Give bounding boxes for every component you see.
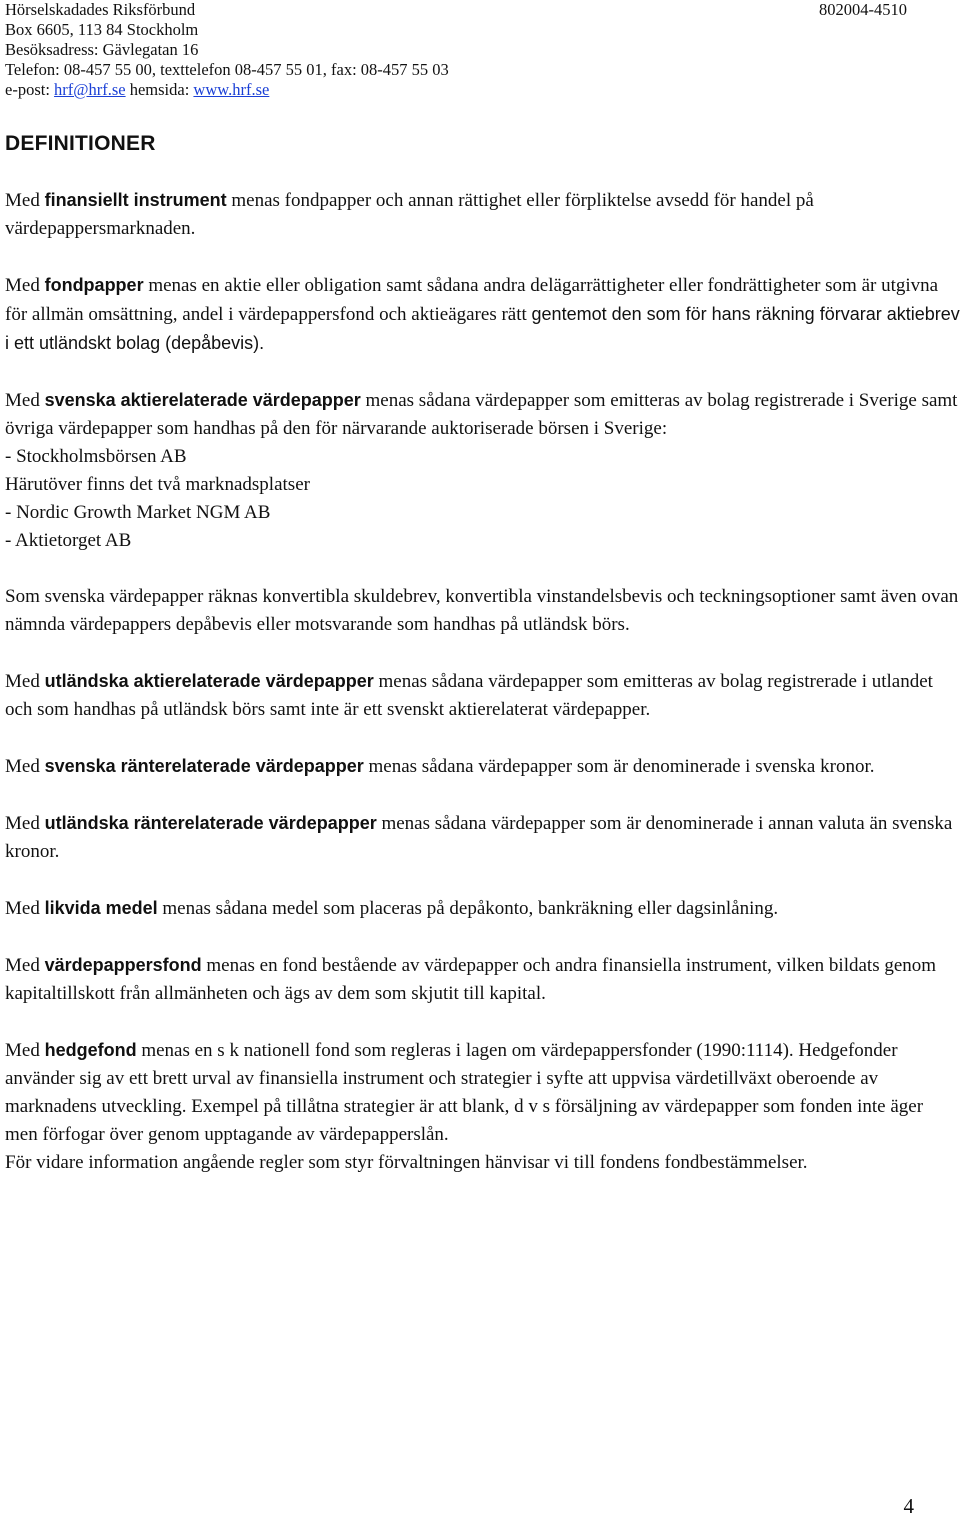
definition-lead: Med bbox=[5, 275, 40, 296]
definition-text: menas sådana värdepapper som emitteras av bolag registrerade i utlandet och som handhas på utländsk börs samt inte är ett svenskt aktierelaterat värdepapper. bbox=[5, 671, 933, 720]
definition-lead: Med bbox=[5, 190, 40, 211]
definition-term: svenska aktierelaterade värdepapper bbox=[44, 390, 361, 410]
list-item: - Nordic Growth Market NGM AB bbox=[5, 502, 271, 523]
definition-text-continued: gentemot den som för hans räkning förvarar aktiebrev i ett utländskt bolag (depåbevis). bbox=[5, 304, 960, 353]
definition-term: svenska ränterelaterade värdepapper bbox=[44, 756, 364, 776]
definition-lead: Med bbox=[5, 1040, 40, 1061]
definition-lead: Med bbox=[5, 898, 40, 919]
list-item: - Aktietorget AB bbox=[5, 530, 132, 551]
definition-term: värdepappersfond bbox=[44, 955, 202, 975]
page-number: 4 bbox=[903, 1494, 914, 1518]
visit-address: Besöksadress: Gävlegatan 16 bbox=[5, 40, 199, 59]
definition-utlandska-ranterelaterade bbox=[5, 809, 960, 866]
definition-lead: Med bbox=[5, 671, 40, 692]
definition-text: menas sådana värdepapper som är denominerade i annan valuta än svenska kronor. bbox=[5, 813, 953, 862]
page-title: DEFINITIONER bbox=[5, 132, 156, 155]
definition-lead: Med bbox=[5, 813, 40, 834]
definition-hedgefond bbox=[5, 1036, 960, 1177]
definition-note: Härutöver finns det två marknadsplatser bbox=[5, 474, 310, 495]
org-name: Hörselskadades Riksförbund bbox=[5, 0, 196, 19]
email-label: e-post: bbox=[5, 80, 50, 99]
phone-line: Telefon: 08-457 55 00, texttelefon 08-457 55 01, fax: 08-457 55 03 bbox=[5, 60, 449, 79]
definition-text: menas sådana värdepapper som är denominerade i svenska kronor. bbox=[368, 756, 875, 777]
definition-fondpapper bbox=[5, 271, 960, 358]
definition-term: likvida medel bbox=[44, 898, 158, 918]
definition-text: menas sådana värdepapper som emitteras av bolag registrerade i Sverige samt övriga värdepapper som handhas på den för närvarande auktoriserade börsen i Sverige: bbox=[5, 390, 958, 439]
definition-lead: Med bbox=[5, 756, 40, 777]
email-link[interactable]: hrf@hrf.se bbox=[54, 80, 126, 99]
web-link[interactable]: www.hrf.se bbox=[193, 80, 270, 99]
definition-finansiellt-instrument bbox=[5, 186, 960, 243]
list-item: - Stockholmsbörsen AB bbox=[5, 446, 187, 467]
definition-likvida-medel bbox=[5, 894, 960, 923]
definition-lead: Med bbox=[5, 390, 40, 411]
definition-term: fondpapper bbox=[44, 275, 144, 295]
definition-svenska-ranterelaterade bbox=[5, 752, 960, 781]
definition-text: menas en s k nationell fond som regleras i lagen om värdepappersfonder (1990:1114). Hedgefonder använder sig av ett brett urval av finansiella instrument och strategier i syfte att uppvisa värdetillväxt oberoende av marknadens utveckling. Exempel på tillåtna strategier är att blank, d v s försäljning av värdepapper som fonden inte äger men förfogar över genom upptagande av värdepapperslån. bbox=[5, 1040, 924, 1145]
definition-term: utländska ränterelaterade värdepapper bbox=[44, 813, 377, 833]
org-id: 802004-4510 bbox=[819, 0, 907, 19]
definition-text: menas en fond bestående av värdepapper och andra finansiella instrument, vilken bildats genom kapitaltillskott från allmänheten och ägs av dem som skjutit till kapital. bbox=[5, 955, 937, 1004]
paragraph-som-svenska: Som svenska värdepapper räknas konvertibla skuldebrev, konvertibla vinstandelsbevis och teckningsoptioner samt även ovan nämnda värdepappers depåbevis eller motsvarande som handhas på utländsk börs. bbox=[5, 586, 959, 635]
definition-note: För vidare information angående regler som styr förvaltningen hänvisar vi till fondens fondbestämmelser. bbox=[5, 1152, 808, 1173]
definition-text: menas fondpapper och annan rättighet eller förpliktelse avsedd för handel på värdepappersmarknaden. bbox=[5, 190, 814, 239]
definition-text: menas en aktie eller obligation samt sådana andra delägarrättigheter eller fondrättigheter som är utgivna för allmän omsättning, andel i värdepappersfond och aktieägares rätt bbox=[5, 275, 939, 325]
definition-text: menas sådana medel som placeras på depåkonto, bankräkning eller dagsinlåning. bbox=[162, 898, 779, 919]
definition-vardepappersfond bbox=[5, 951, 960, 1008]
definition-term: utländska aktierelaterade värdepapper bbox=[44, 671, 374, 691]
definition-svenska-aktierelaterade bbox=[5, 386, 960, 555]
contact-line bbox=[5, 80, 955, 100]
web-label: hemsida: bbox=[129, 80, 190, 99]
definition-utlandska-aktierelaterade bbox=[5, 667, 960, 724]
postal-address: Box 6605, 113 84 Stockholm bbox=[5, 20, 199, 39]
definition-term: hedgefond bbox=[44, 1040, 137, 1060]
letterhead bbox=[5, 0, 955, 100]
definitions-body bbox=[5, 186, 960, 1177]
definition-term: finansiellt instrument bbox=[44, 190, 227, 210]
definition-lead: Med bbox=[5, 955, 40, 976]
